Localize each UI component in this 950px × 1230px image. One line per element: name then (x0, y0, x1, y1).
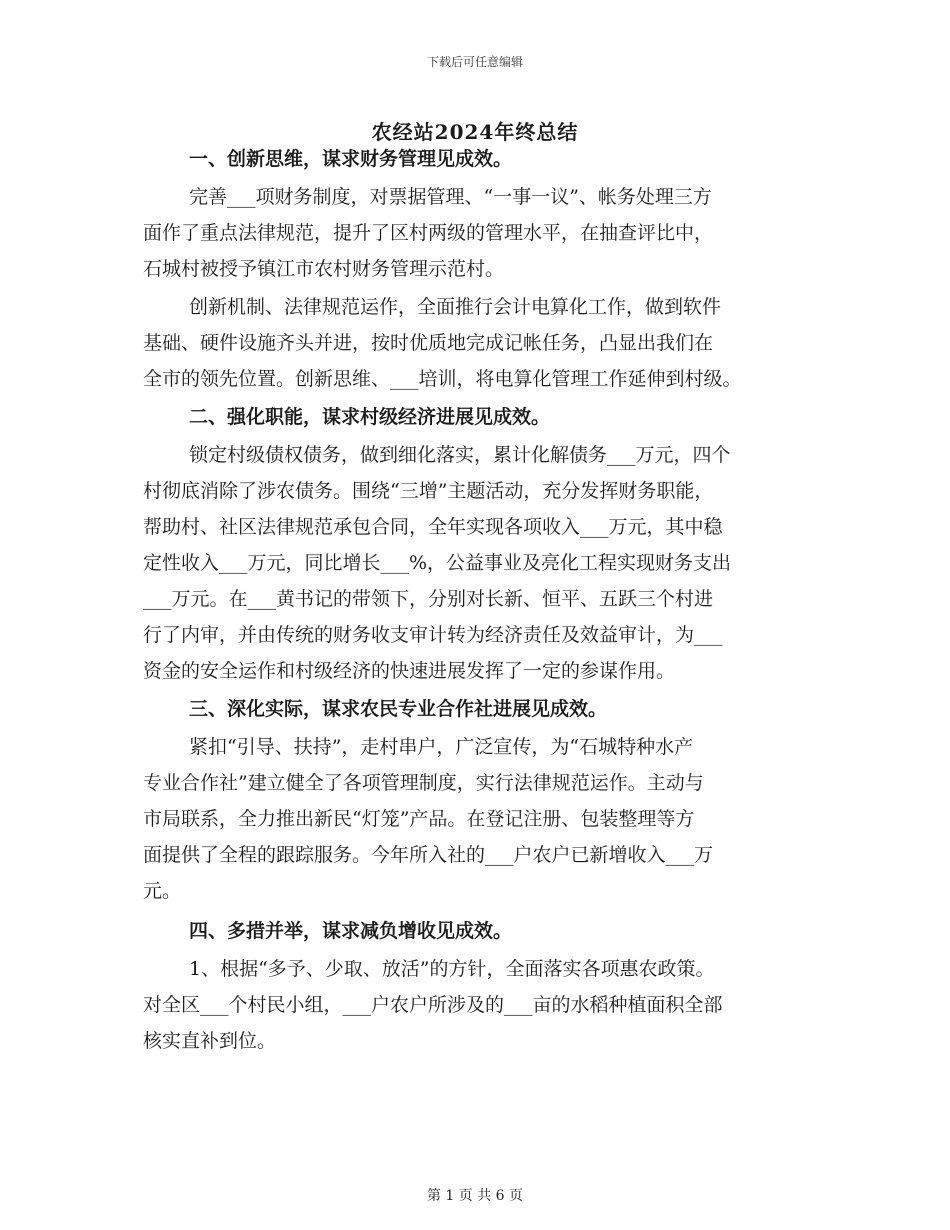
document-title: 农经站2024年终总结 (371, 120, 579, 144)
section-3 (143, 693, 808, 909)
section-heading: 三、深化实际，谋求农民专业合作社进展见成效。 (189, 698, 608, 720)
paragraph (143, 289, 808, 397)
text-line: 石城村被授予镇江市农村财务管理示范村。 (143, 258, 505, 280)
text-line: 基础、硬件设施齐头并进，按时优质地完成记帐任务，凸显出我们在 (143, 332, 714, 354)
section-heading: 一、创新思维，谋求财务管理见成效。 (189, 148, 513, 170)
header-note: 下载后可任意编辑 (426, 55, 523, 69)
paragraph (143, 179, 808, 287)
text-line: 1、根据“多予、少取、放活”的方针，全面落实各项惠农政策。 (189, 958, 715, 980)
text-line: 紧扣“引导、扶持”，走村串户，广泛宣传，为“石城特种水产 (189, 736, 694, 758)
section-4 (143, 915, 808, 1059)
text-line: 面作了重点法律规范，提升了区村两级的管理水平，在抽查评比中， (143, 222, 714, 244)
text-line: 村彻底消除了涉农债务。围绕“三增”主题活动，充分发挥财务职能， (143, 480, 714, 502)
section-heading: 四、多措并举，谋求减负增收见成效。 (189, 920, 513, 942)
paragraph (143, 729, 808, 909)
section-1 (143, 143, 808, 397)
text-line: 核实直补到位。 (143, 1030, 277, 1052)
text-line: 对全区___个村民小组，___户农户所涉及的___亩的水稻种植面积全部 (143, 994, 723, 1016)
text-line: 锁定村级债权债务，做到细化落实，累计化解债务___万元，四个 (189, 444, 731, 466)
text-line: 专业合作社”建立健全了各项管理制度，实行法律规范运作。主动与 (143, 772, 704, 794)
section-heading: 二、强化职能，谋求村级经济进展见成效。 (189, 406, 551, 428)
paragraph (143, 437, 808, 689)
text-line: 资金的安全运作和村级经济的快速进展发挥了一定的参谋作用。 (143, 660, 676, 682)
paragraph (143, 951, 808, 1059)
text-line: 全市的领先位置。创新思维、___培训，将电算化管理工作延伸到村级。 (143, 368, 742, 390)
text-line: 元。 (143, 880, 182, 902)
document-body (143, 143, 808, 1059)
section-2 (143, 401, 808, 689)
text-line: ___万元。在___黄书记的带领下，分别对长新、恒平、五跃三个村进 (143, 588, 714, 610)
text-line: 帮助村、社区法律规范承包合同，全年实现各项收入___万元，其中稳 (143, 516, 723, 538)
text-line: 面提供了全程的跟踪服务。今年所入社的___户农户已新增收入___万 (143, 844, 714, 866)
text-line: 行了内审，并由传统的财务收支审计转为经济责任及效益审计，为___ (143, 624, 723, 646)
text-line: 定性收入___万元，同比增长___%，公益事业及亮化工程实现财务支出 (143, 552, 732, 574)
text-line: 完善___项财务制度，对票据管理、“一事一议”、帐务处理三方 (189, 186, 712, 208)
text-line: 市局联系，全力推出新民“灯笼”产品。在登记注册、包装整理等方 (143, 808, 695, 830)
page-number-footer: 第 1 页 共 6 页 (426, 1188, 524, 1204)
text-line: 创新机制、法律规范运作，全面推行会计电算化工作，做到软件 (189, 296, 722, 318)
